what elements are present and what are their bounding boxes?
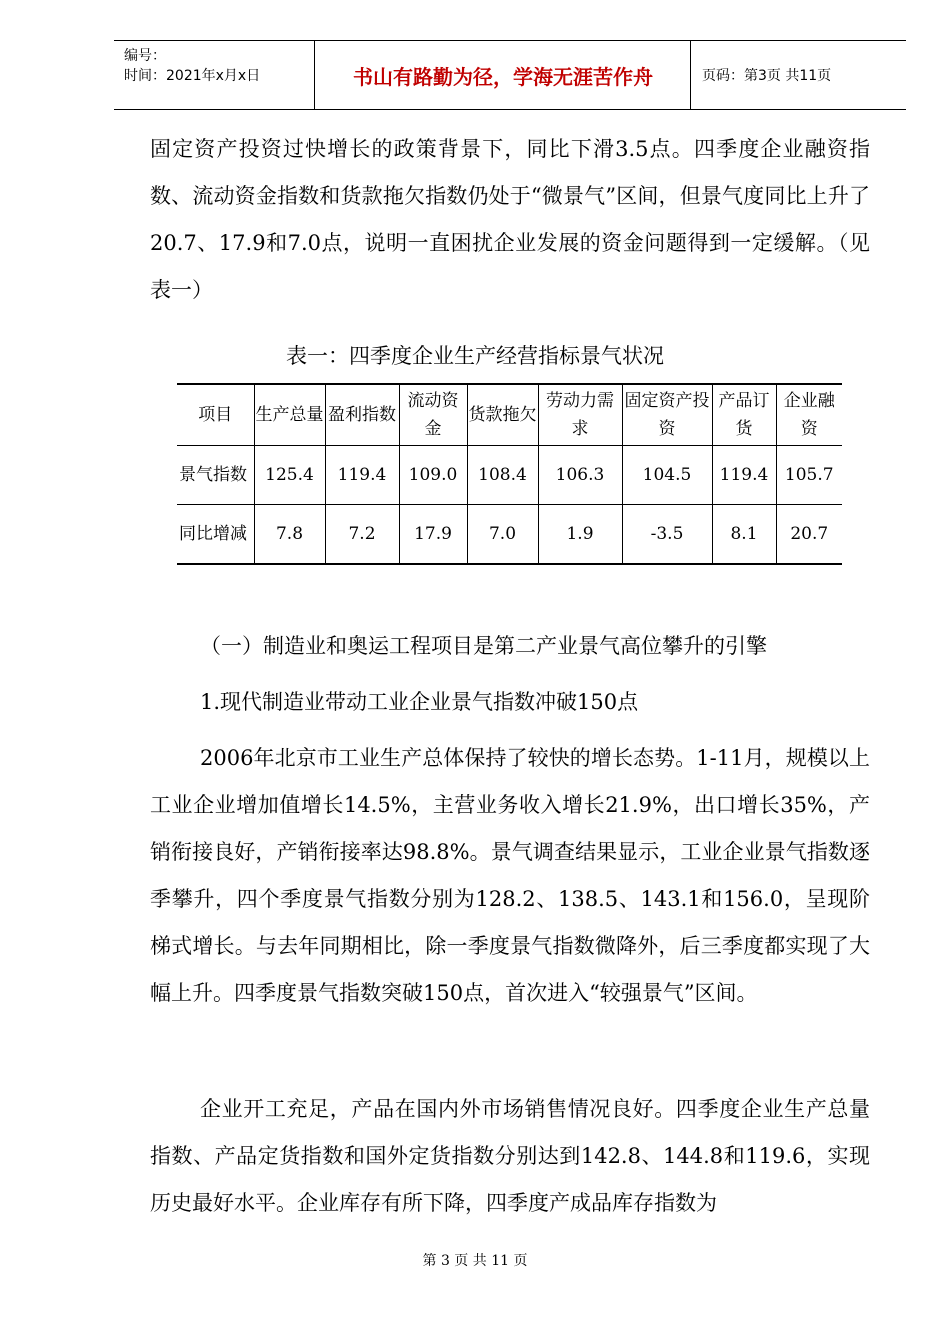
table-cell: 105.7	[776, 446, 842, 505]
table-header-cell: 产品订货	[712, 384, 776, 446]
table-cell: 125.4	[254, 446, 325, 505]
table-cell: 1.9	[538, 505, 622, 565]
indicator-table	[177, 383, 842, 565]
row-label: 同比增减	[177, 505, 254, 565]
table-cell: 104.5	[622, 446, 712, 505]
section-heading: （一）制造业和奥运工程项目是第二产业景气高位攀升的引擎	[200, 634, 767, 658]
table-caption: 表一：四季度企业生产经营指标景气状况	[286, 344, 664, 368]
table-row	[177, 446, 842, 505]
table-header-cell: 劳动力需求	[538, 384, 622, 446]
table-cell: 17.9	[399, 505, 467, 565]
header-divider	[314, 41, 315, 109]
table-header-cell: 项目	[177, 384, 254, 446]
table-cell: 7.0	[467, 505, 538, 565]
page-footer: 第 3 页 共 11 页	[422, 1253, 528, 1269]
header-motto: 书山有路勤为径，学海无涯苦作舟	[353, 64, 653, 89]
header-divider	[690, 41, 691, 109]
table-cell: 20.7	[776, 505, 842, 565]
table-cell: 7.2	[325, 505, 399, 565]
table-header-row	[177, 384, 842, 446]
table-cell: 7.8	[254, 505, 325, 565]
table-cell: 106.3	[538, 446, 622, 505]
table-header-cell: 盈利指数	[325, 384, 399, 446]
table-cell: -3.5	[622, 505, 712, 565]
time-label: 时间：2021年x月x日	[124, 68, 261, 84]
header-page-info: 页码：第3页 共11页	[702, 68, 832, 84]
body-paragraph-1: 2006年北京市工业生产总体保持了较快的增长态势。1-11月，规模以上工业企业增加值增长14.5%，主营业务收入增长21.9%，出口增长35%，产销衔接良好，产销衔接率达98.8%。景气调查结果显示，工业企业景气指数逐季攀升，四个季度景气指数分别为128.2、138.5、143.1和156.0，呈现阶梯式增长。与去年同期相比，除一季度景气指数微降外，后三季度都实现了大幅上升。四季度景气指数突破150点，首次进入“较强景气”区间。	[150, 746, 870, 1005]
header-meta	[114, 41, 314, 109]
table-header-cell: 企业融资	[776, 384, 842, 446]
table-cell: 8.1	[712, 505, 776, 565]
serial-label: 编号：	[124, 48, 166, 64]
page-header	[114, 40, 906, 110]
table-cell: 119.4	[325, 446, 399, 505]
table-header-cell: 固定资产投资	[622, 384, 712, 446]
subsection-heading: 1.现代制造业带动工业企业景气指数冲破150点	[200, 690, 639, 714]
table-header-cell: 流动资金	[399, 384, 467, 446]
table-cell: 108.4	[467, 446, 538, 505]
table-row	[177, 505, 842, 565]
intro-paragraph: 固定资产投资过快增长的政策背景下，同比下滑3.5点。四季度企业融资指数、流动资金指数和货款拖欠指数仍处于“微景气”区间，但景气度同比上升了20.7、17.9和7.0点，说明一直困扰企业发展的资金问题得到一定缓解。（见表一）	[150, 137, 870, 302]
table-cell: 119.4	[712, 446, 776, 505]
table-header-cell: 生产总量	[254, 384, 325, 446]
table-header-cell: 货款拖欠	[467, 384, 538, 446]
body-paragraph-2: 企业开工充足，产品在国内外市场销售情况良好。四季度企业生产总量指数、产品定货指数和国外定货指数分别达到142.8、144.8和119.6，实现历史最好水平。企业库存有所下降，四季度产成品库存指数为	[150, 1097, 870, 1215]
row-label: 景气指数	[177, 446, 254, 505]
table-cell: 109.0	[399, 446, 467, 505]
